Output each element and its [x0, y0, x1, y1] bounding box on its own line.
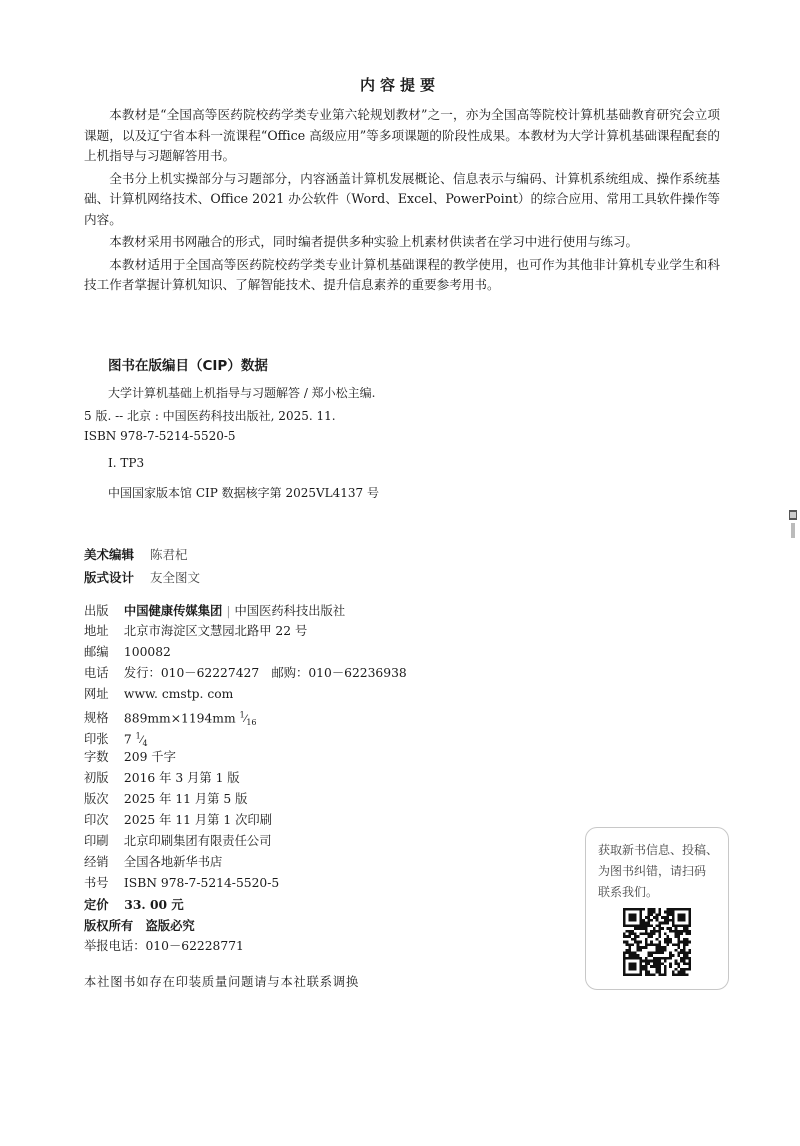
- summary-paragraph: 本教材适用于全国高等医药院校药学类专业计算机基础课程的教学使用，也可作为其他非计算机专业学生和科技工作者掌握计算机知识、了解智能技术、提升信息素养的重要参考用书。: [84, 256, 720, 292]
- format-fraction: $^1⁄_{16}$: [239, 711, 257, 728]
- info-label: 电话: [84, 666, 109, 680]
- qr-code-icon[interactable]: [623, 908, 691, 976]
- info-value: ISBN 978-7-5214-5520-5: [123, 876, 280, 890]
- info-value: 全国各地新华书店: [123, 855, 223, 869]
- info-label: 规格: [84, 711, 109, 726]
- fraction-denominator: 4: [142, 739, 148, 749]
- publisher-name: 中国医药科技出版社: [234, 604, 346, 618]
- info-row-first-edition: [84, 768, 407, 789]
- qr-contact-card: [585, 827, 729, 990]
- staff-label: 版式设计: [84, 570, 135, 585]
- info-row-words: [84, 747, 407, 768]
- info-row-address: [84, 621, 407, 642]
- info-label: 出版: [84, 604, 109, 618]
- info-value: 2025 年 11 月第 5 版: [123, 792, 248, 806]
- qr-caption-line: 为图书纠错，请扫码: [598, 864, 707, 878]
- cip-edition: 5 版. -- 北京 : 中国医药科技出版社, 2025. 11.: [84, 409, 336, 423]
- qr-caption-line: 联系我们。: [598, 885, 659, 899]
- publisher-group: 中国健康传媒集团: [123, 603, 223, 618]
- info-label: 印刷: [84, 834, 109, 848]
- qr-caption: [598, 840, 720, 903]
- info-row-isbn: [84, 873, 407, 894]
- info-row-phone: [84, 663, 407, 684]
- info-value: 北京印刷集团有限责任公司: [123, 834, 272, 848]
- info-label: 版次: [84, 792, 109, 806]
- info-value: 889mm×1194mm: [123, 711, 236, 726]
- page-edge-mark-icon: [788, 510, 798, 540]
- info-label: 邮编: [84, 645, 109, 659]
- cip-title: 图书在版编目（CIP）数据: [108, 358, 268, 374]
- staff-value: 友全图文: [149, 570, 200, 585]
- summary-title: 内容提要: [359, 76, 440, 94]
- summary-body: [84, 105, 720, 298]
- publisher-separator: |: [226, 604, 231, 618]
- fraction-denominator: 16: [246, 718, 257, 728]
- staff-credits: [84, 545, 200, 591]
- info-row-website: [84, 684, 407, 705]
- fraction-numerator: 1: [135, 732, 141, 741]
- info-label: 地址: [84, 624, 109, 638]
- info-value: 发行：010－62227427 邮购：010－62236938: [123, 666, 407, 680]
- info-value: 2025 年 11 月第 1 次印刷: [123, 813, 273, 827]
- info-row-printing: [84, 810, 407, 831]
- info-row-distributor: [84, 852, 407, 873]
- publication-info: [84, 600, 407, 957]
- report-phone: 举报电话：010－62228771: [84, 939, 244, 953]
- info-value: www. cmstp. com: [123, 687, 234, 701]
- cip-classification: Ⅰ. TP3: [108, 456, 145, 470]
- info-row-publisher: [84, 600, 407, 621]
- qr-caption-line: 获取新书信息、投稿、: [598, 843, 719, 857]
- info-row-postcode: [84, 642, 407, 663]
- info-value: 北京市海淀区文慧园北路甲 22 号: [123, 624, 308, 638]
- info-row-format: [84, 705, 407, 726]
- info-label: 书号: [84, 876, 109, 890]
- sheets-fraction: $^1⁄_4$: [135, 732, 148, 749]
- info-value: 2016 年 3 月第 1 版: [123, 771, 240, 785]
- info-value: 7: [123, 732, 132, 747]
- info-row-sheets: [84, 726, 407, 747]
- summary-paragraph: 本教材采用书网融合的形式，同时编者提供多种实验上机素材供读者在学习中进行使用与练习。: [109, 234, 639, 249]
- info-label: 网址: [84, 687, 109, 701]
- info-value: 33. 00 元: [124, 897, 184, 912]
- staff-row-layout-design: [84, 568, 200, 591]
- cip-isbn: ISBN 978-7-5214-5520-5: [84, 429, 236, 443]
- info-row-printer: [84, 831, 407, 852]
- summary-paragraph: 本教材是“全国高等医药院校药学类专业第六轮规划教材”之一，亦为全国高等院校计算机基础教育研究会立项课题，以及辽宁省本科一流课程“Office 高级应用”等多项课题的阶段性成果。本教材为大学计算机基础课程配套的上机指导与习题解答用书。: [84, 107, 720, 163]
- info-label: 印张: [84, 732, 109, 747]
- info-value: 100082: [123, 645, 171, 659]
- fraction-numerator: 1: [239, 711, 245, 720]
- staff-value: 陈君杞: [149, 547, 188, 562]
- quality-notice: 本社图书如存在印装质量问题请与本社联系调换: [84, 975, 360, 989]
- staff-row-art-editor: [84, 545, 200, 568]
- info-label: 定价: [84, 897, 109, 912]
- staff-label: 美术编辑: [84, 547, 135, 562]
- summary-paragraph: 全书分上机实操部分与习题部分，内容涵盖计算机发展概论、信息表示与编码、计算机系统组成、操作系统基础、计算机网络技术、Office 2021 办公软件（Word、Excel、PowerPoint）的综合应用、常用工具软件操作等内容。: [84, 170, 720, 227]
- info-value: 209 千字: [123, 750, 176, 764]
- cip-book-title: 大学计算机基础上机指导与习题解答 / 郑小松主编.: [108, 386, 376, 400]
- info-row-edition: [84, 789, 407, 810]
- info-label: 经销: [84, 855, 109, 869]
- info-row-price: [84, 894, 407, 915]
- copyright-line: 版权所有 盗版必究: [84, 918, 195, 933]
- info-label: 印次: [84, 813, 109, 827]
- info-label: 字数: [84, 750, 109, 764]
- info-label: 初版: [84, 771, 109, 785]
- cip-record-number: 中国国家版本馆 CIP 数据核字第 2025VL4137 号: [108, 486, 379, 500]
